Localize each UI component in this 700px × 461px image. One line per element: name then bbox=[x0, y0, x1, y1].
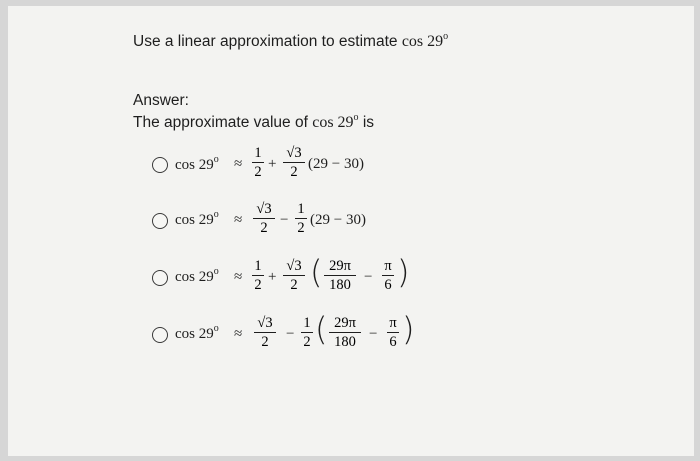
option-3-frac-2: √3 2 bbox=[283, 258, 305, 293]
option-2-tail: (29 − 30) bbox=[310, 212, 366, 228]
left-paren: ( bbox=[315, 310, 328, 348]
option-2-radio[interactable] bbox=[152, 213, 168, 229]
option-1-radio[interactable] bbox=[152, 157, 168, 173]
left-paren: ( bbox=[310, 253, 323, 291]
option-2-frac-1: √3 2 bbox=[253, 201, 275, 236]
prompt-text: Use a linear approximation to estimate bbox=[133, 33, 398, 50]
plus-symbol: + bbox=[268, 156, 277, 172]
minus-symbol: − bbox=[369, 326, 378, 342]
prompt-function: cos 29$^o$ bbox=[401, 31, 449, 50]
option-3-radio[interactable] bbox=[152, 270, 168, 286]
option-4-frac-1: √3 2 bbox=[254, 315, 276, 350]
option-1-lhs: cos 29$^o$ bbox=[175, 154, 219, 173]
answer-lead: The approximate value of cos 29$^o$ is bbox=[133, 112, 375, 131]
minus-symbol: − bbox=[280, 212, 289, 228]
right-paren: ) bbox=[402, 310, 415, 348]
approx-symbol: ≈ bbox=[234, 326, 243, 342]
option-3-inner-frac-2: π 6 bbox=[382, 258, 394, 293]
option-4-frac-2: 1 2 bbox=[301, 315, 313, 350]
minus-symbol: − bbox=[364, 269, 373, 285]
option-2-frac-2: 1 2 bbox=[295, 201, 307, 236]
option-3-frac-1: 1 2 bbox=[252, 258, 264, 293]
question-card bbox=[8, 6, 694, 456]
answer-label: Answer: bbox=[133, 92, 189, 109]
approx-symbol: ≈ bbox=[234, 269, 243, 285]
option-1-frac-2: √3 2 bbox=[283, 145, 305, 180]
right-paren: ) bbox=[397, 253, 410, 291]
plus-symbol: + bbox=[268, 269, 277, 285]
approx-symbol: ≈ bbox=[234, 156, 243, 172]
minus-symbol: − bbox=[286, 326, 295, 342]
question-prompt bbox=[133, 33, 448, 51]
option-2-lhs: cos 29$^o$ bbox=[175, 209, 219, 228]
approx-symbol: ≈ bbox=[234, 212, 243, 228]
option-4-inner-frac-2: π 6 bbox=[387, 315, 399, 350]
lead-function: cos 29$^o$ bbox=[312, 112, 359, 131]
option-4-inner-frac-1: 29π 180 bbox=[329, 315, 361, 350]
option-3-lhs: cos 29$^o$ bbox=[175, 266, 219, 285]
option-3-inner-frac-1: 29π 180 bbox=[324, 258, 356, 293]
option-1-tail: (29 − 30) bbox=[308, 156, 364, 172]
option-4-lhs: cos 29$^o$ bbox=[175, 323, 219, 342]
option-1-frac-1: 1 2 bbox=[252, 145, 264, 180]
option-4-radio[interactable] bbox=[152, 327, 168, 343]
